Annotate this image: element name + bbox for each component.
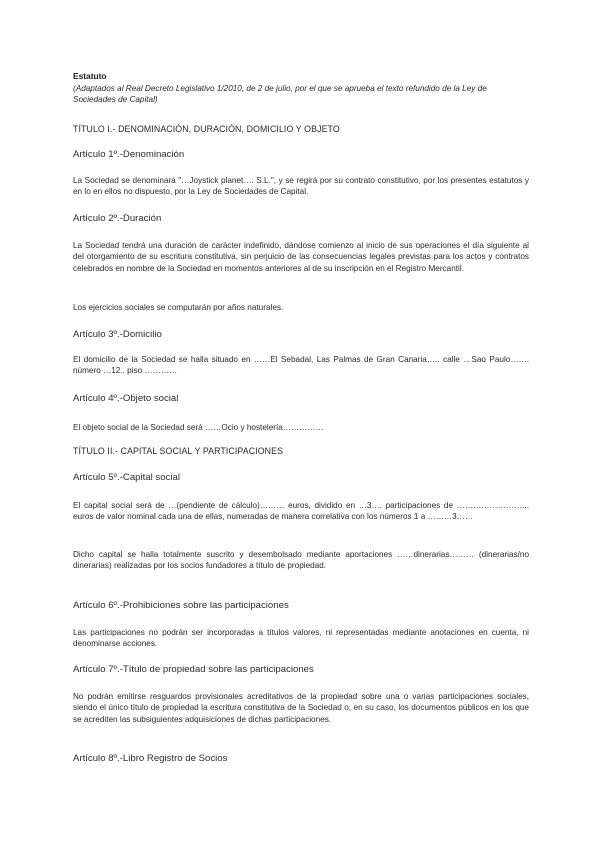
articulo-6-paragraph: Las participaciones no podrán ser incorporadas a títulos valores, ni representadas mediante anotaciones en cuenta, ni denominarse acciones. xyxy=(73,628,529,649)
articulo-1-heading: Artículo 1º.-Denominación xyxy=(73,149,185,160)
articulo-7-heading: Artículo 7º.-Título de propiedad sobre las participaciones xyxy=(73,664,314,675)
articulo-3-paragraph: El domicilio de la Sociedad se halla situado en ……El Sebadal, Las Palmas de Gran Canaria….. calle …Sao Paulo……. número …12.. piso ………… xyxy=(73,355,529,376)
document-subtitle: (Adaptados al Real Decreto Legislativo 1/2010, de 2 de julio, por el que se aprueba el texto refundido de la Ley de Sociedades de Capital) xyxy=(73,84,487,105)
articulo-3-heading: Artículo 3º.-Domicilio xyxy=(73,329,162,340)
articulo-5-paragraph-1: El capital social será de …(pendiente de cálculo)……… euros, dividido en …3…. participaciones de ……………………... euros de valor nominal cada una de ellas, numeradas de manera correlativa con los números 1 a ………3…… xyxy=(73,501,529,522)
articulo-8-heading: Artículo 8º.-Libro Registro de Socios xyxy=(73,753,228,764)
articulo-5-paragraph-2: Dicho capital se halla totalmente suscrito y desembolsado mediante aportaciones ……dinerarias……… (dinerarias/no dinerarias) realizadas por los socios fundadores a título de propiedad. xyxy=(73,550,529,571)
articulo-1-paragraph: La Sociedad se denominará "…Joystick planet…. S.L.", y se regirá por su contrato constitutivo, por los presentes estatutos y en lo en ellos no dispuesto, por la Ley de Sociedades de Capital. xyxy=(73,176,529,197)
articulo-6-heading: Artículo 6º.-Prohibiciones sobre las participaciones xyxy=(73,600,289,611)
articulo-5-heading: Artículo 5º.-Capital social xyxy=(73,472,180,483)
articulo-7-paragraph: No podrán emitirse resguardos provisionales acreditativos de la propiedad sobre una o varias participaciones sociales, siendo el único título de propiedad la escritura constitutiva de la Sociedad o, en su caso, los documentos públicos en los que se acrediten las subsiguientes adquisiciones de dichas participaciones. xyxy=(73,692,529,724)
document-title: Estatuto xyxy=(73,71,107,81)
titulo-1-heading: TÍTULO I.- DENOMINACIÓN, DURACIÓN, DOMICILIO Y OBJETO xyxy=(73,124,340,134)
articulo-4-paragraph: El objeto social de la Sociedad será ……Ocio y hostelería…………… xyxy=(73,423,324,432)
articulo-2-paragraph-2: Los ejercicios sociales se computarán por años naturales. xyxy=(73,303,284,312)
articulo-4-heading: Artículo 4º.-Objeto social xyxy=(73,393,179,404)
articulo-2-paragraph-1: La Sociedad tendrá una duración de carácter indefinido, dándose comienzo al inicio de sus operaciones el día siguiente al del otorgamiento de su escritura constitutiva, sin perjuicio de las consecuencias legales previstas para los actos y contratos celebrados en nombre de la Sociedad en momentos anteriores al de su inscripción en el Registro Mercantil. xyxy=(73,241,529,273)
titulo-2-heading: TÍTULO II.- CAPITAL SOCIAL Y PARTICIPACIONES xyxy=(73,446,284,456)
articulo-2-heading: Artículo 2º.-Duración xyxy=(73,213,162,224)
